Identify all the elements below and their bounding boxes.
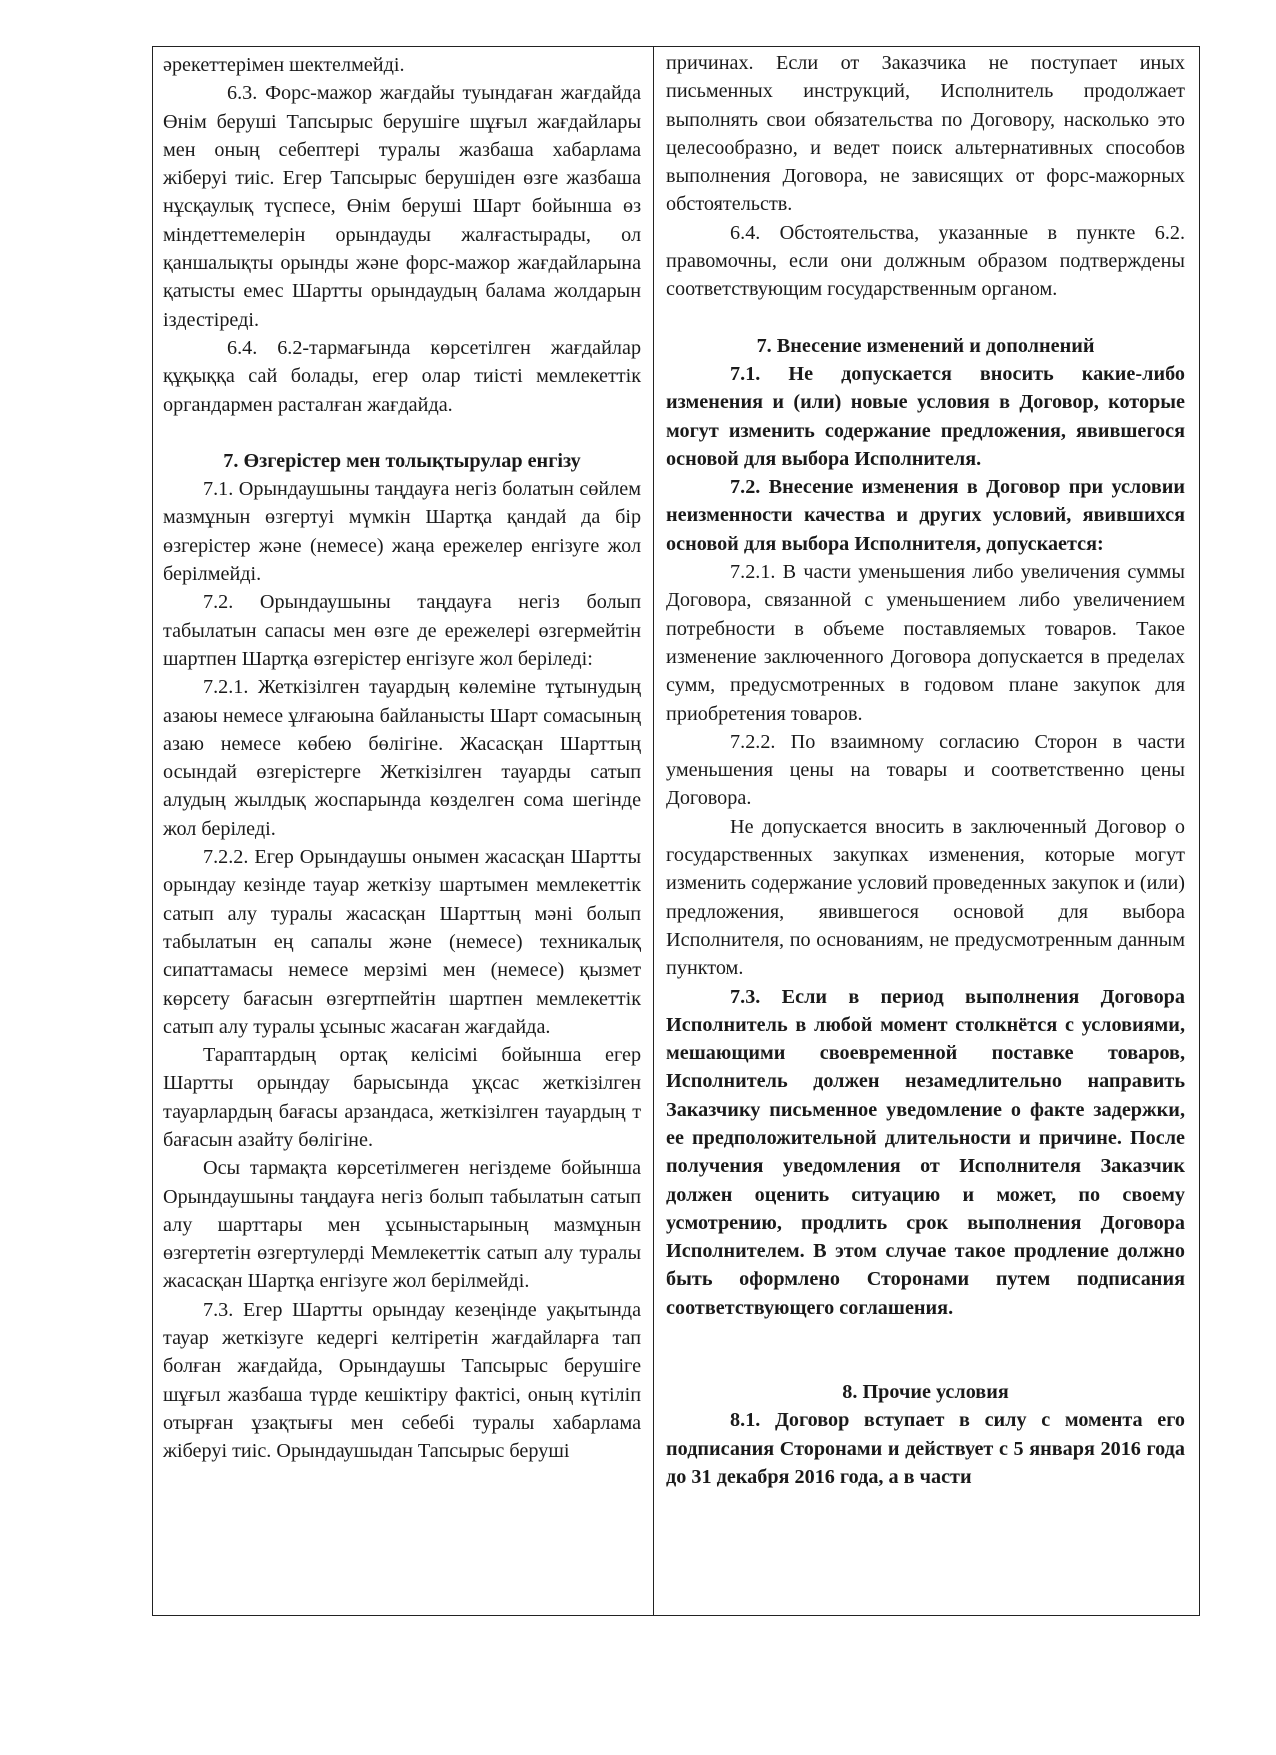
paragraph-7-2: 7.2. Внесение изменения в Договор при условии неизменности качества и других условий, явившихся основой для выбора Исполнителя, допускается: — [666, 476, 1185, 555]
paragraph-continuation: причинах. Если от Заказчика не поступает иных письменных инструкций, Исполнитель продолжает выполнять свои обязательства по Договору, насколько это целесообразно, и ведет поиск альтернативных способов выполнения Договора, не зависящих от форс-мажорных обстоятельств. — [666, 52, 1185, 216]
russian-column — [654, 47, 1199, 1615]
paragraph-mutual-agreement: Тараптардың ортақ келісімі бойынша егер Шартты орындау барысында ұқсас жеткізілген тауарлардың бағасы арзандаса, жеткізілген тауардың т бағасын азайту бөлігіне. — [163, 1044, 642, 1151]
kazakh-column — [153, 47, 654, 1615]
section-8-heading: 8. Прочие условия — [842, 1381, 1009, 1404]
paragraph-7-2-1: 7.2.1. Жеткізілген тауардың көлеміне тұтынудың азаюы немесе ұлғаюына байланысты Шарт сомасының азаю немесе көбею бөлігіне. Жасасқан Шарттың осындай өзгерістерге Жеткізілген тауарды сатып алудың жылдық жоспарында көзделген сома шегінде жол беріледі. — [163, 676, 642, 840]
paragraph-7-2-2: 7.2.2. Егер Орындаушы онымен жасасқан Шартты орындау кезінде тауар жеткізу шартымен мемлекеттік сатып алу туралы жасасқан Шарттың мәні болып табылатын ең сапалы және (немесе) техникалық сипаттамасы немесе мерзімі мен (немесе) қызмет көрсету бағасын өзгертпейтін шартпен мемлекеттік сатып алу туралы ұсыныс жасаған жағдайда. — [163, 846, 642, 1038]
section-7-heading: 7. Өзгерістер мен толықтырулар енгізу — [223, 449, 581, 472]
paragraph-not-allowed: Осы тармақта көрсетілмеген негіздеме бойынша Орындаушыны таңдауға негіз болып табылатын сатып алу шарттары мен ұсыныстарының мазмұнын өзгертетін өзгертулерді Мемлекеттік сатып алу туралы жасасқан Шартқа енгізуге жол берілмейді. — [163, 1157, 642, 1293]
paragraph-continuation: әрекеттерімен шектелмейді. — [163, 54, 405, 76]
paragraph-7-1: 7.1. Не допускается вносить какие-либо изменения и (или) новые условия в Договор, которые могут изменить содержание предложения, явившегося основой для выбора Исполнителя. — [666, 362, 1185, 470]
paragraph-6-4: 6.4. Обстоятельства, указанные в пункте 6.2. правомочны, если они должным образом подтверждены соответствующим государственным органом. — [666, 221, 1185, 301]
paragraph-7-2-2: 7.2.2. По взаимному согласию Сторон в части уменьшения цены на товары и соответственно цены Договора. — [666, 730, 1185, 810]
spacer — [666, 304, 1185, 332]
spacer — [666, 1322, 1185, 1378]
contract-table — [152, 46, 1200, 1616]
paragraph-7-2-1: 7.2.1. В части уменьшения либо увеличения суммы Договора, связанной с уменьшением либо увеличением потребности в объеме поставляемых товаров. Такое изменение заключенного Договора допускается в пределах сумм, предусмотренных в годовом плане закупок для приобретения товаров. — [666, 561, 1185, 725]
paragraph-7-1: 7.1. Орындаушыны таңдауға негіз болатын сөйлем мазмұнын өзгертуі мүмкін Шартқа қандай да бір өзгерістер және (немесе) жаңа ережелер енгізуге жол берілмейді. — [163, 478, 642, 586]
paragraph-7-3: 7.3. Если в период выполнения Договора Исполнитель в любой момент столкнётся с условиями, мешающими своевременной поставке товаров, Исполнитель должен незамедлительно направить Заказчику письменное уведомление о факте задержки, ее предположительной длительности и причине. После получения уведомления от Исполнителя Заказчик должен оценить ситуацию и может, по своему усмотрению, продлить срок выполнения Договора Исполнителем. В этом случае такое продление должно быть оформлено Сторонами путем подписания соответствующего соглашения. — [666, 985, 1185, 1319]
paragraph-6-4: 6.4. 6.2-тармағында көрсетілген жағдайлар құқыққа сай болады, егер олар тиісті мемлекеттік органдармен расталған жағдайда. — [163, 336, 642, 416]
section-7-heading: 7. Внесение изменений и дополнений — [756, 334, 1095, 357]
paragraph-not-allowed: Не допускается вносить в заключенный Договор о государственных закупках изменения, которые могут изменить содержание условий проведенных закупок и (или) предложения, явившегося основой для выбора Исполнителя, по основаниям, не предусмотренным данным пунктом. — [666, 815, 1185, 980]
paragraph-7-3: 7.3. Егер Шартты орындау кезеңінде уақытында тауар жеткізуге кедергі келтіретін жағдайларға тап болған жағдайда, Орындаушы Тапсырыс берушіге шұғыл жазбаша түрде кешіктіру фактісі, оның күтіліп отырған ұзақтығы мен себебі туралы хабарлама жіберуі тиіс. Орындаушыдан Тапсырыс беруші — [163, 1298, 642, 1463]
spacer — [163, 419, 641, 447]
paragraph-7-2: 7.2. Орындаушыны таңдауға негіз болып табылатын сапасы мен өзге де ережелері өзгермейтін шартпен Шартқа өзгерістер енгізуге жол беріледі: — [163, 591, 642, 670]
paragraph-8-1: 8.1. Договор вступает в силу с момента его подписания Сторонами и действует с 5 января 2016 года до 31 декабря 2016 года, а в части — [666, 1409, 1185, 1488]
paragraph-6-3: 6.3. Форс-мажор жағдайы туындаған жағдайда Өнім беруші Тапсырыс берушіге шұғыл жағдайлары мен оның себептері туралы жазбаша хабарлама жіберуі тиіс. Егер Тапсырыс берушіден өзге жазбаша нұсқаулық түспесе, Өнім беруші Шарт бойынша өз міндеттемелерін орындауды жалғастырады, ол қаншалықты орынды және форс-мажор жағдайларына қатысты емес Шартты орындаудың балама жолдарын іздестіреді. — [163, 82, 642, 331]
